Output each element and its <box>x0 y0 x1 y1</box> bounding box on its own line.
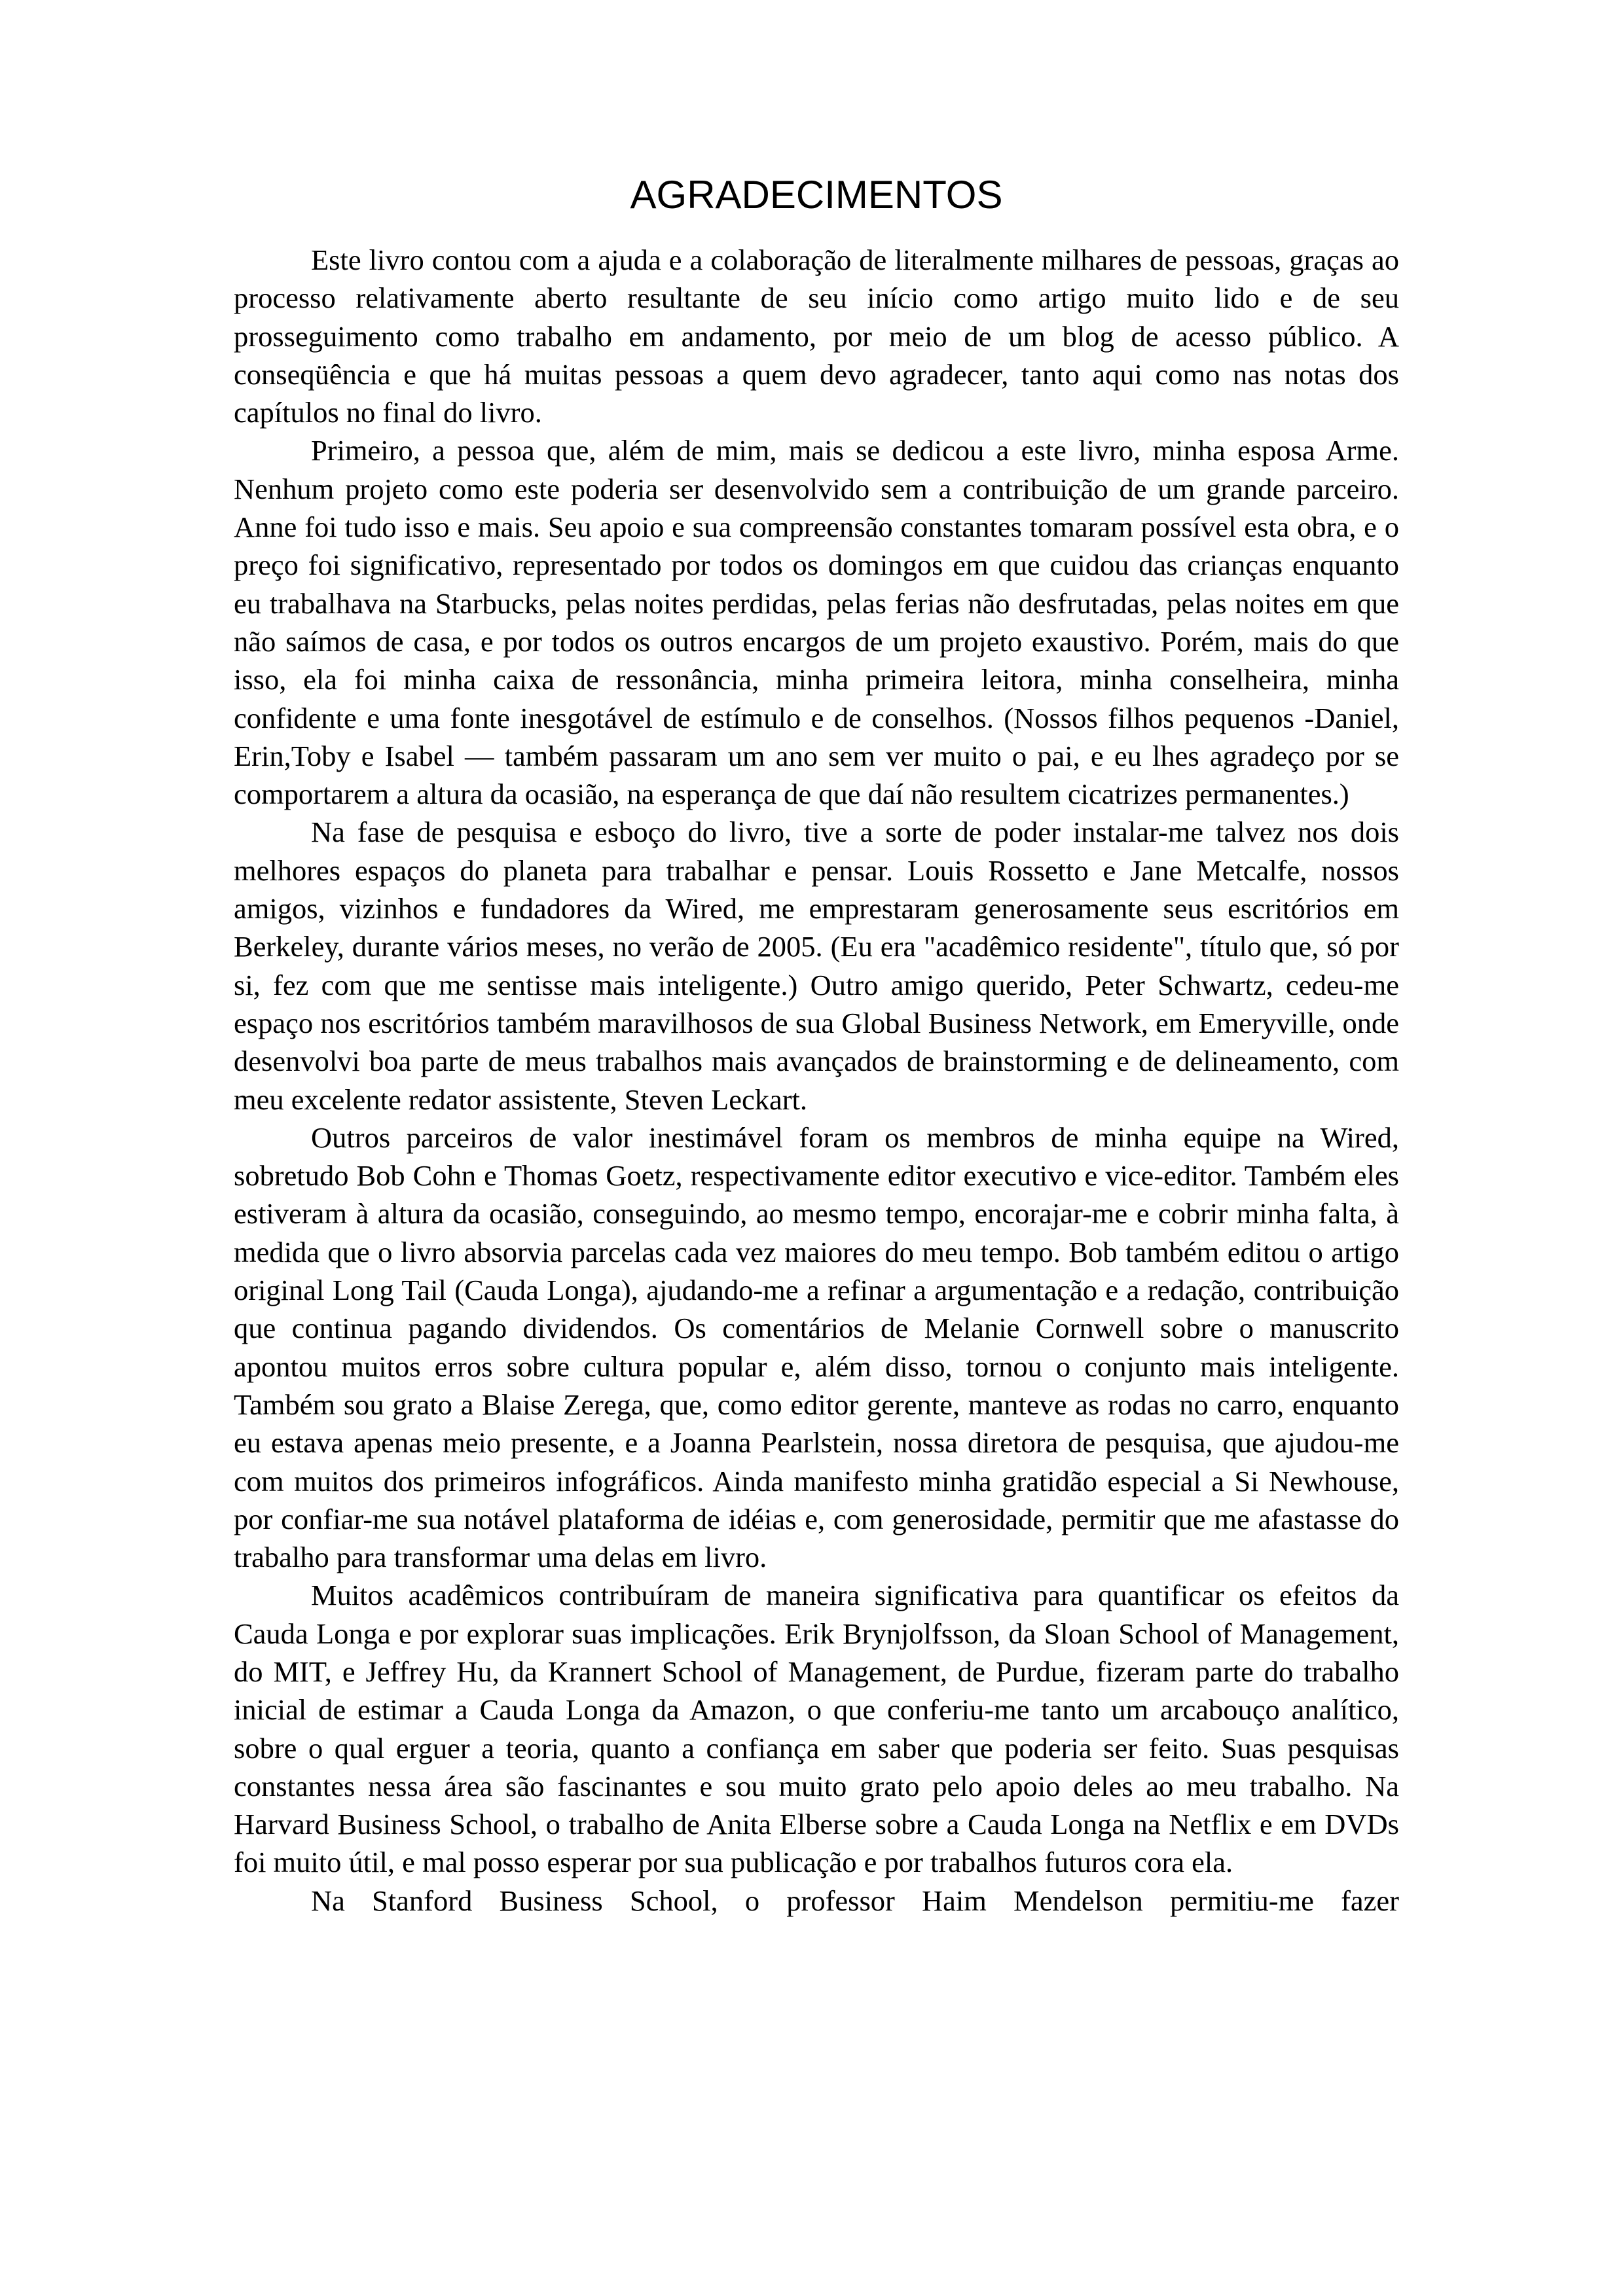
document-page <box>234 171 1399 1920</box>
paragraph: Muitos acadêmicos contribuíram de maneira significativa para quantificar os efeitos da Cauda Longa e por explorar suas implicações. Erik Brynjolfsson, da Sloan School of Management, do MIT, e Jeffrey Hu, da Krannert School of Management, de Purdue, fizeram parte do trabalho inicial de estimar a Cauda Longa da Amazon, o que conferiu-me tanto um arcabouço analítico, sobre o qual erguer a teoria, quanto a confiança em saber que poderia ser feito. Suas pesquisas constantes nessa área são fascinantes e sou muito grato pelo apoio deles ao meu trabalho. Na Harvard Business School, o trabalho de Anita Elberse sobre a Cauda Longa na Netflix e em DVDs foi muito útil, e mal posso esperar por sua publicação e por trabalhos futuros cora ela. <box>234 1579 1399 1879</box>
paragraph: Outros parceiros de valor inestimável foram os membros de minha equipe na Wired, sobretudo Bob Cohn e Thomas Goetz, respectivamente editor executivo e vice-editor. Também eles estiveram à altura da ocasião, conseguindo, ao mesmo tempo, encorajar-me e cobrir minha falta, à medida que o livro absorvia parcelas cada vez maiores do meu tempo. Bob também editou o artigo original Long Tail (Cauda Longa), ajudando-me a refinar a argumentação e a redação, contribuição que continua pagando dividendos. Os comentários de Melanie Cornwell sobre o manuscrito apontou muitos erros sobre cultura popular e, além disso, tornou o conjunto mais inteligente. Também sou grato a Blaise Zerega, que, como editor gerente, manteve as rodas no carro, enquanto eu estava apenas meio presente, e a Joanna Pearlstein, nossa diretora de pesquisa, que ajudou-me com muitos dos primeiros infográficos. Ainda manifesto minha gratidão especial a Si Newhouse, por confiar-me sua notável plataforma de idéias e, com generosidade, permitir que me afastasse do trabalho para transformar uma delas em livro. <box>234 1121 1399 1574</box>
page-title: AGRADECIMENTOS <box>630 173 1003 217</box>
paragraph: Na fase de pesquisa e esboço do livro, tive a sorte de poder instalar-me talvez nos dois melhores espaços do planeta para trabalhar e pensar. Louis Rossetto e Jane Metcalfe, nossos amigos, vizinhos e fundadores da Wired, me emprestaram generosamente seus escritórios em Berkeley, durante vários meses, no verão de 2005. (Eu era "acadêmico residente", título que, só por si, fez com que me sentisse mais inteligente.) Outro amigo querido, Peter Schwartz, cedeu-me espaço nos escritórios também maravilhosos de sua Global Business Network, em Emeryville, onde desenvolvi boa parte de meus trabalhos mais avançados de brainstorming e de delineamento, com meu excelente redator assistente, Steven Leckart. <box>234 816 1399 1116</box>
paragraph: Primeiro, a pessoa que, além de mim, mais se dedicou a este livro, minha esposa Arme. Nenhum projeto como este poderia ser desenvolvido sem a contribuição de um grande parceiro. Anne foi tudo isso e mais. Seu apoio e sua compreensão constantes tomaram possível esta obra, e o preço foi significativo, representado por todos os domingos em que cuidou das crianças enquanto eu trabalhava na Starbucks, pelas noites perdidas, pelas ferias não desfrutadas, pelas noites em que não saímos de casa, e por todos os outros encargos de um projeto exaustivo. Porém, mais do que isso, ela foi minha caixa de ressonância, minha primeira leitora, minha conselheira, minha confidente e uma fonte inesgotável de estímulo e de conselhos. (Nossos filhos pequenos -Daniel, Erin,Toby e Isabel — também passaram um ano sem ver muito o pai, e eu lhes agradeço por se comportarem a altura da ocasião, na esperança de que daí não resultem cicatrizes permanentes.) <box>234 434 1399 811</box>
paragraph-last-line: Na Stanford Business School, o professor Haim Mendelson permitiu-me fazer <box>311 1884 1399 1917</box>
paragraph: Este livro contou com a ajuda e a colaboração de literalmente milhares de pessoas, graças ao processo relativamente aberto resultante de seu início como artigo muito lido e de seu prosseguimento como trabalho em andamento, por meio de um blog de acesso público. A conseqüência e que há muitas pessoas a quem devo agradecer, tanto aqui como nas notas dos capítulos no final do livro. <box>234 243 1399 429</box>
body-text <box>234 241 1399 1920</box>
